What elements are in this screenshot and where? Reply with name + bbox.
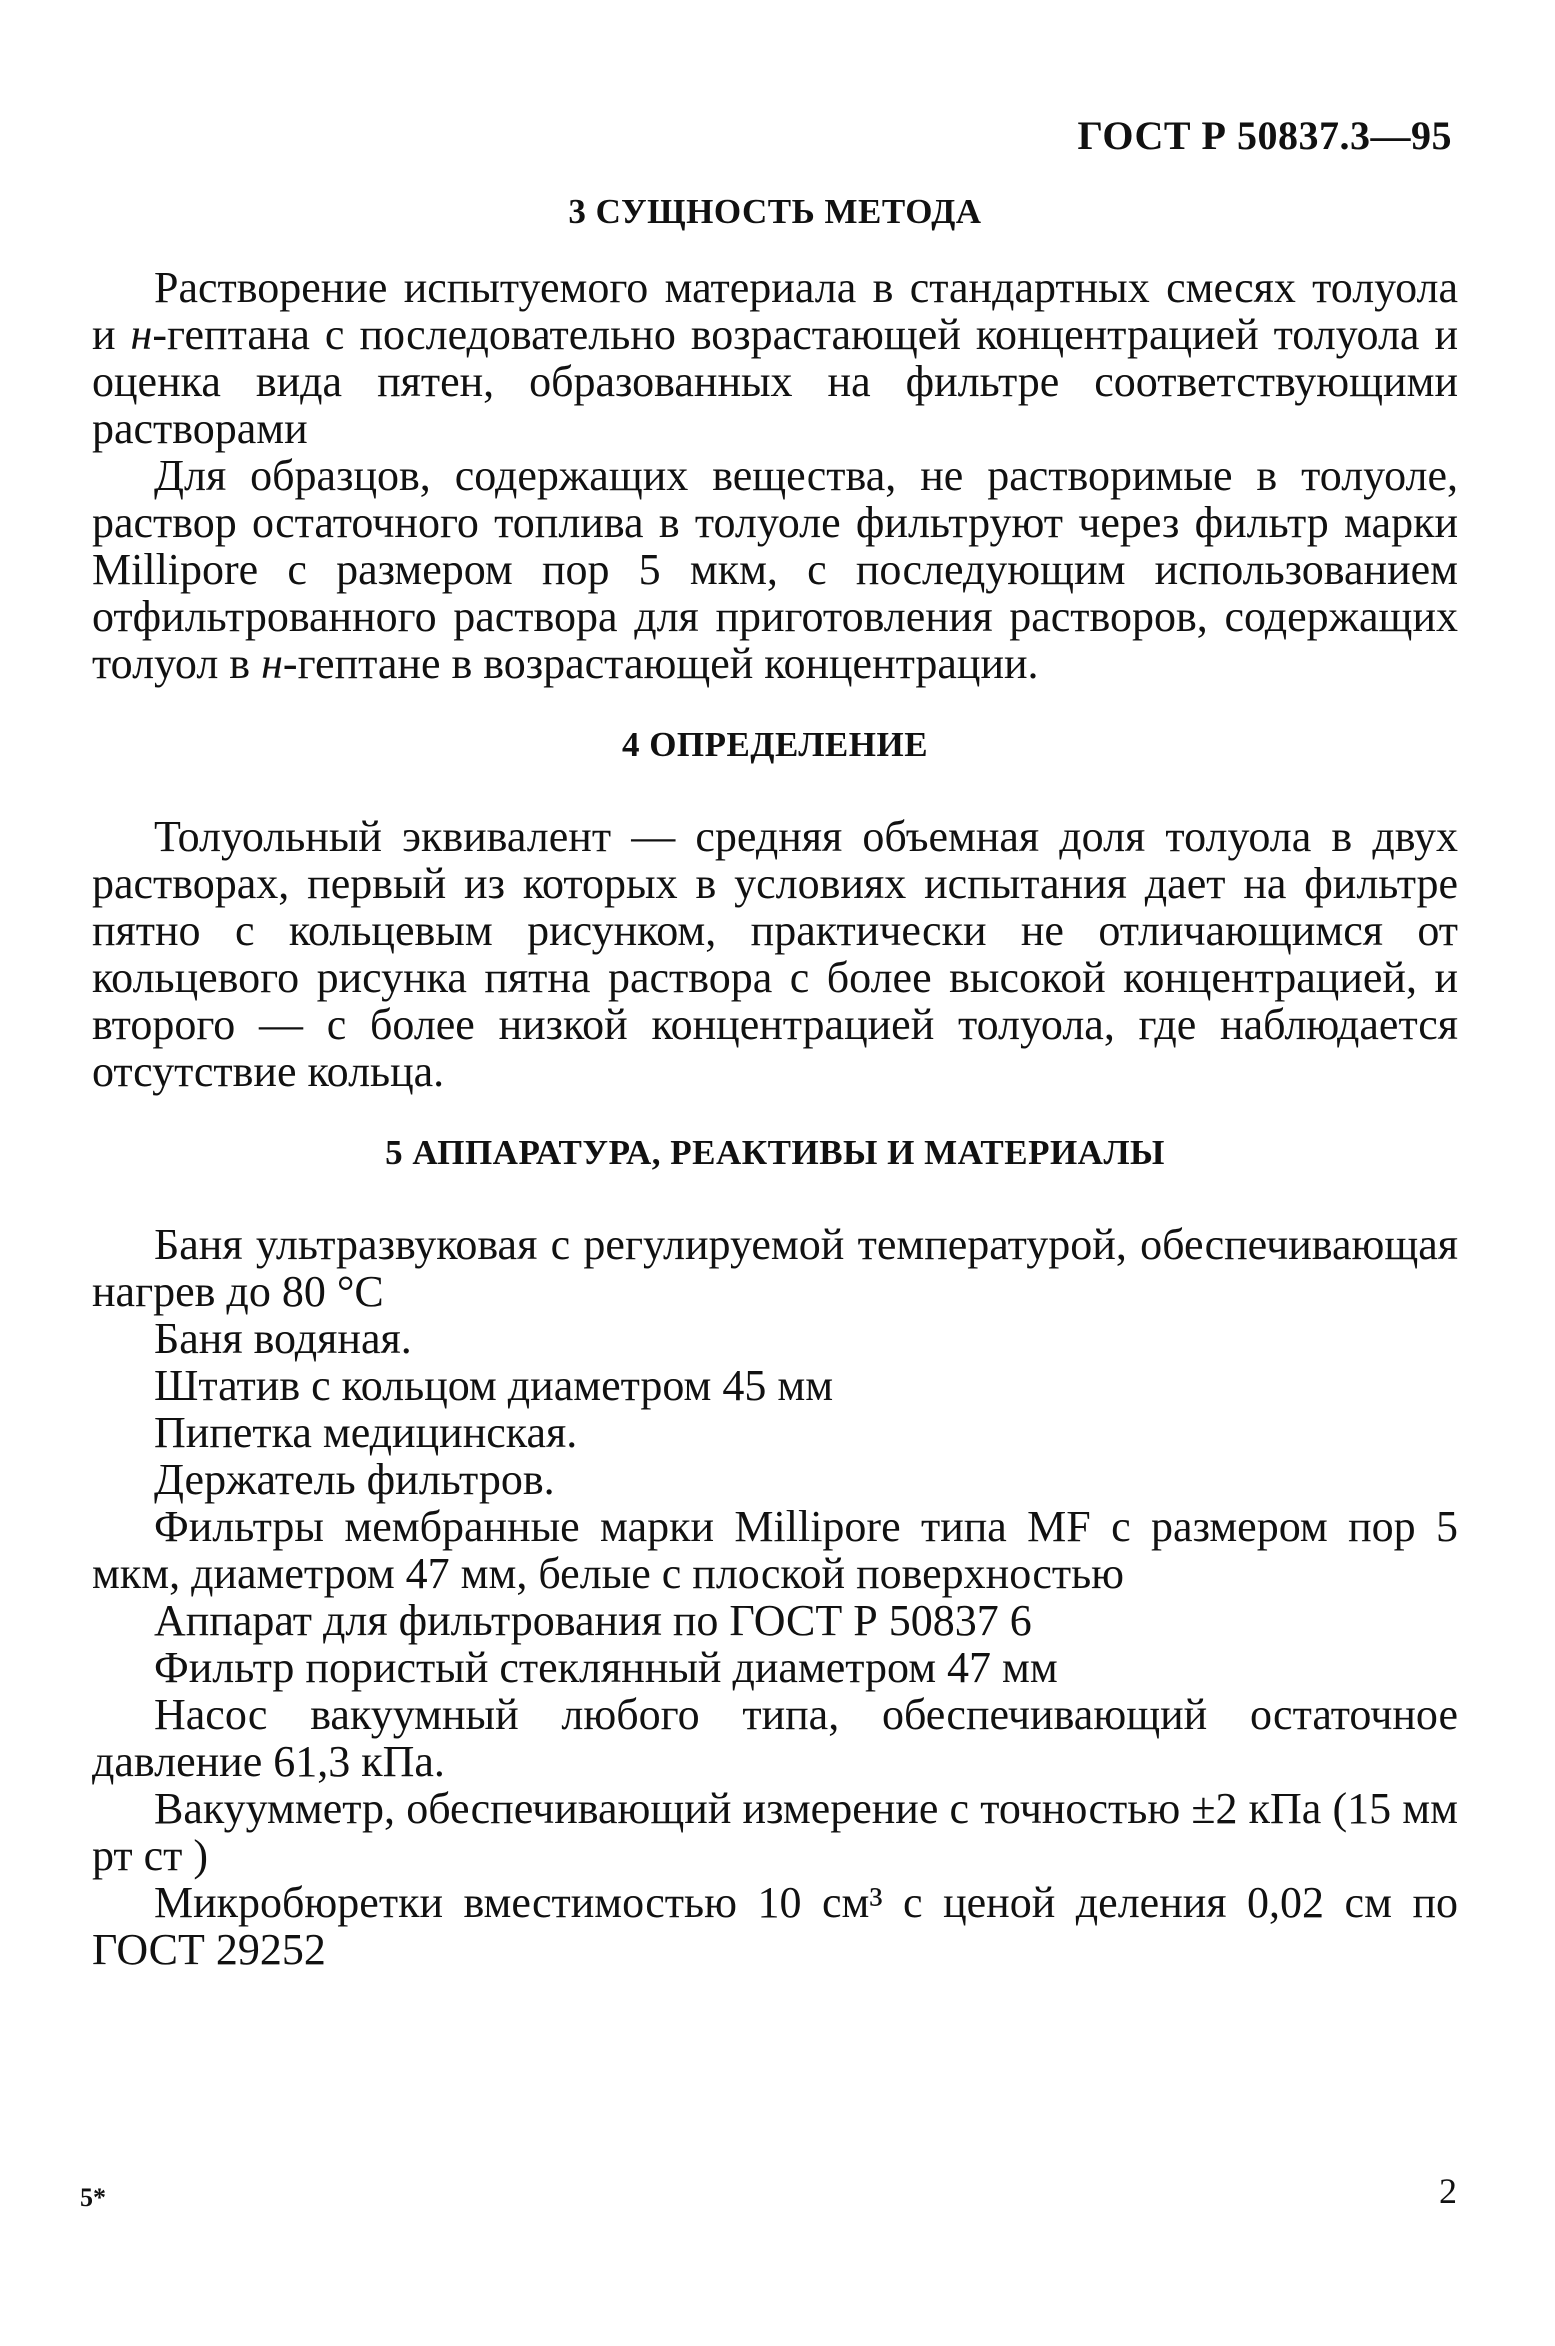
section-3-paragraph-1: Растворение испытуемого материала в стандартных смесях толуола и н-гептана с последовательно возрастающей концентрацией толуола и оценка вида пятен, образованных на фильтре соответствующими растворами — [92, 263, 1459, 453]
signature-mark: 5* — [80, 2183, 106, 2212]
section-3-title: 3 СУЩНОСТЬ МЕТОДА — [568, 192, 982, 231]
equipment-item: Баня водяная. — [154, 1314, 412, 1363]
equipment-item: Вакуумметр, обеспечивающий измерение с точностью ±2 кПа (15 мм рт ст ) — [92, 1784, 1458, 1880]
equipment-item: Фильтр пористый стеклянный диаметром 47 мм — [154, 1643, 1058, 1692]
equipment-item: Аппарат для фильтрования по ГОСТ Р 50837 6 — [154, 1596, 1032, 1645]
section-4-title: 4 ОПРЕДЕЛЕНИЕ — [621, 725, 929, 764]
section-3-paragraph-2: Для образцов, содержащих вещества, не растворимые в толуоле, раствор остаточного топлива в толуоле фильтруют через фильтр марки Millipore с размером пор 5 мкм, с последующим использованием отфильтрованного раствора для приготовления растворов, содержащих толуол в н-гептане в возрастающей концентрации. — [92, 451, 1458, 688]
equipment-item: Штатив с кольцом диаметром 45 мм — [154, 1361, 834, 1410]
equipment-item: Фильтры мембранные марки Millipore типа MF с размером пор 5 мкм, диаметром 47 мм, белые с плоской поверхностью — [92, 1502, 1458, 1598]
section-4-paragraph-1: Толуольный эквивалент — средняя объемная доля толуола в двух растворах, первый из которых в условиях испытания дает на фильтре пятно с кольцевым рисунком, практически не отличающимся от кольцевого рисунка пятна раствора с более высокой концентрацией, и второго — с более низкой концентрацией толуола, где наблюдается отсутствие кольца. — [92, 812, 1458, 1096]
section-5-title: 5 АППАРАТУРА, РЕАКТИВЫ И МАТЕРИАЛЫ — [385, 1133, 1165, 1172]
equipment-item: Насос вакуумный любого типа, обеспечивающий остаточное давление 61,3 кПа. — [92, 1690, 1458, 1786]
equipment-item: Пипетка медицинская. — [154, 1408, 578, 1457]
document-body — [92, 180, 1458, 1973]
equipment-item: Микробюретки вместимостью 10 см³ с ценой деления 0,02 см по ГОСТ 29252 — [92, 1878, 1458, 1974]
page-number: 2 — [1439, 2171, 1457, 2211]
equipment-item: Держатель фильтров. — [154, 1455, 555, 1504]
equipment-item: Баня ультразвуковая с регулируемой температурой, обеспечивающая нагрев до 80 °С — [92, 1220, 1458, 1316]
document-code: ГОСТ Р 50837.3—95 — [1077, 113, 1452, 158]
